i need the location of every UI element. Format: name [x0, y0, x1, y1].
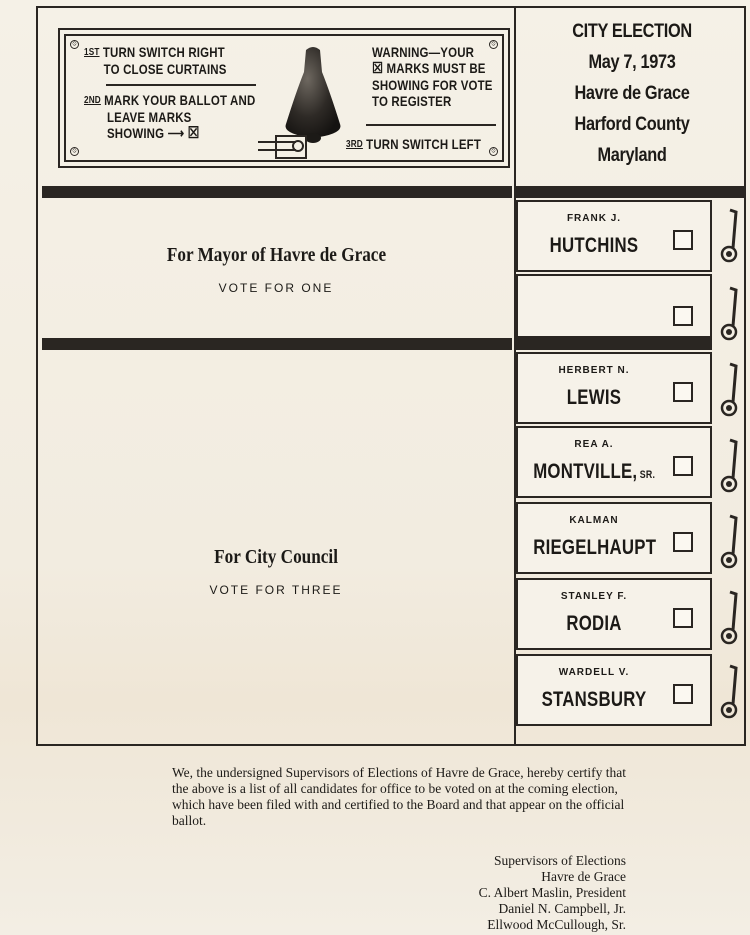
divider-bar [42, 186, 512, 198]
vote-checkbox[interactable] [673, 532, 693, 552]
candidate-first-name: STANLEY F. [560, 591, 628, 602]
lever-icon[interactable] [716, 208, 744, 268]
candidate-last-name: STANSBURY [541, 688, 647, 711]
candidate-montville [516, 426, 712, 498]
signature-block [400, 853, 626, 933]
candidate-hutchins [516, 200, 712, 272]
screw-icon: ⦸ [70, 147, 79, 156]
signature-line: Supervisors of Elections [494, 853, 626, 868]
signature-line: C. Albert Maslin, President [478, 885, 626, 900]
lever-icon[interactable] [716, 664, 744, 724]
candidate-last-name: RODIA [566, 612, 622, 635]
divider [106, 84, 256, 86]
vote-checkbox[interactable] [673, 684, 693, 704]
candidate-last-name: LEWIS [566, 386, 622, 409]
election-date: May 7, 1973 [588, 52, 676, 73]
election-state: Maryland [597, 145, 667, 166]
signature-line: Havre de Grace [541, 869, 626, 884]
vote-checkbox[interactable] [673, 306, 693, 326]
election-header [514, 8, 748, 186]
vote-checkbox[interactable] [673, 230, 693, 250]
candidate-first-name: WARDELL V. [558, 667, 630, 678]
candidate-last-name: MONTVILLE, SR. [533, 460, 656, 483]
candidate-riegelhaupt [516, 502, 712, 574]
vote-checkbox[interactable] [673, 456, 693, 476]
candidate-last-name: HUTCHINS [549, 234, 639, 257]
candidate-rodia [516, 578, 712, 650]
screw-icon: ⦸ [489, 40, 498, 49]
candidate-stansbury [516, 654, 712, 726]
step2-instruction: 2ND MARK YOUR BALLOT AND LEAVE MARKS SHOWING ⟶ ☒ [84, 92, 256, 142]
candidate-first-name: HERBERT N. [558, 365, 630, 376]
vote-instruction: VOTE FOR THREE [209, 583, 343, 597]
signature-line: Daniel N. Campbell, Jr. [498, 901, 626, 916]
arrow-icon: ⟶ [167, 125, 185, 141]
ballot-frame [36, 6, 746, 746]
election-city: Havre de Grace [574, 83, 690, 104]
lever-icon[interactable] [716, 362, 744, 422]
candidate-suffix: SR. [639, 469, 656, 481]
vote-checkbox[interactable] [673, 382, 693, 402]
marked-box-icon: ☒ [187, 125, 200, 142]
signature-line: Ellwood McCullough, Sr. [487, 917, 626, 932]
divider-bar [516, 186, 746, 198]
certification-text: We, the undersigned Supervisors of Elections of Havre de Grace, hereby certify that the above is a list of all candidates for office to be voted on at the coming election, which have been filed with and certified to the Board and that appear on the official ballot. [172, 765, 626, 828]
step3-instruction: 3RD TURN SWITCH LEFT [346, 136, 482, 152]
marked-box-icon: ☒ [372, 60, 384, 77]
lever-icon[interactable] [716, 438, 744, 498]
divider-bar [516, 338, 712, 350]
office-council [38, 546, 514, 597]
vote-checkbox[interactable] [673, 608, 693, 628]
instructions-plate [58, 28, 510, 168]
screw-icon: ⦸ [70, 40, 79, 49]
candidate-first-name: KALMAN [569, 515, 619, 526]
candidate-lewis [516, 352, 712, 424]
candidate-first-name: REA A. [574, 439, 614, 450]
election-county: Harford County [574, 114, 690, 135]
vote-instruction: VOTE FOR ONE [218, 281, 334, 295]
office-mayor [38, 244, 514, 295]
divider-bar [42, 338, 512, 350]
switch-icon [256, 132, 316, 162]
step1-instruction: 1ST TURN SWITCH RIGHT TO CLOSE CURTAINS [84, 44, 227, 77]
office-title: For Mayor of Havre de Grace [166, 244, 386, 266]
candidate-first-name: FRANK J. [566, 213, 622, 224]
candidate-blank [516, 274, 712, 338]
divider [366, 124, 496, 126]
lever-icon[interactable] [716, 286, 744, 346]
candidate-last-name: RIEGELHAUPT [533, 536, 657, 559]
instructions-area [38, 8, 514, 186]
office-title: For City Council [214, 546, 338, 568]
lever-icon[interactable] [716, 514, 744, 574]
warning-text: WARNING—YOUR ☒ MARKS MUST BE SHOWING FOR VOTE TO REGISTER [372, 44, 493, 109]
lever-icon[interactable] [716, 590, 744, 650]
screw-icon: ⦸ [489, 147, 498, 156]
election-title: CITY ELECTION [572, 21, 692, 42]
